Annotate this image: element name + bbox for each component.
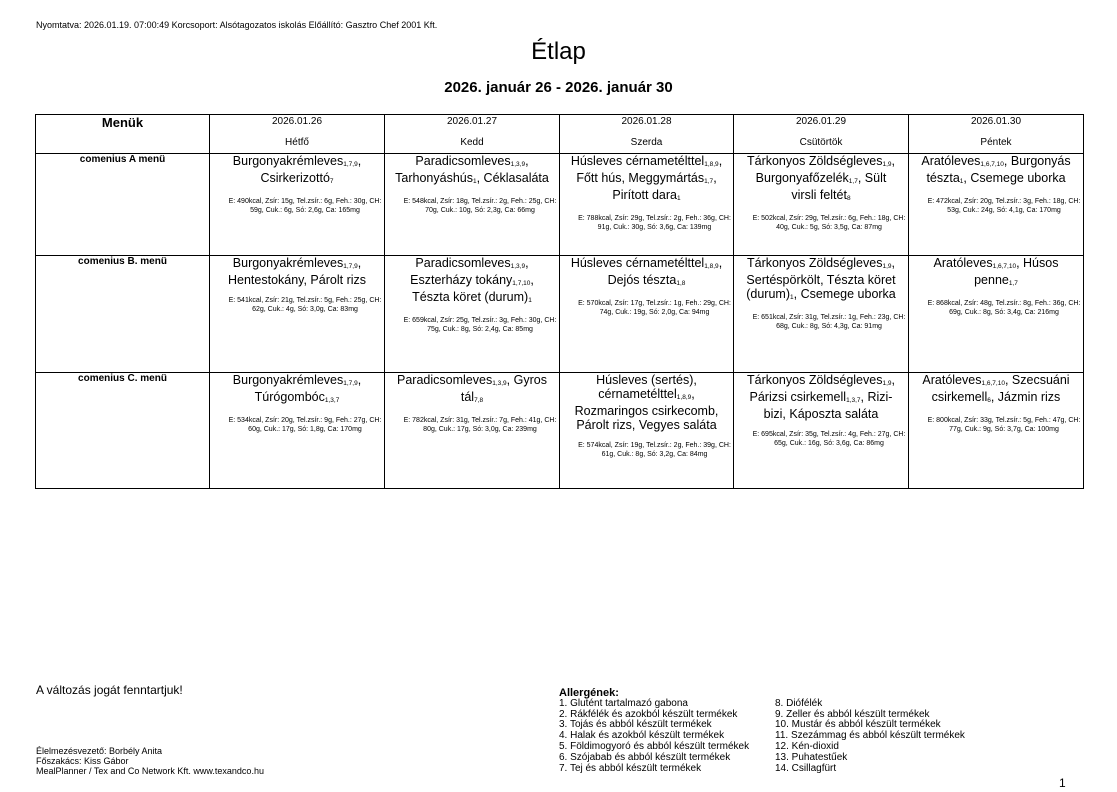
day-header bbox=[210, 115, 385, 154]
day-date: 2026.01.30 bbox=[970, 116, 1022, 127]
dish-list bbox=[385, 256, 559, 307]
table-header-row bbox=[36, 115, 1084, 154]
day-name: Hétfő bbox=[285, 137, 309, 148]
dish-list bbox=[385, 373, 559, 407]
dish-name: , Húsos penne bbox=[974, 256, 1059, 287]
allergen-codes: 1,9 bbox=[882, 161, 892, 168]
date-range: 2026. január 26 - 2026. január 30 bbox=[444, 79, 673, 96]
dish-name: , Csemege uborka bbox=[793, 287, 896, 301]
day-date: 2026.01.28 bbox=[621, 116, 672, 127]
allergen-column-2 bbox=[775, 699, 1015, 775]
allergen-codes: 1,8,9 bbox=[704, 263, 719, 270]
dish-name: Aratóleves bbox=[921, 154, 981, 168]
dish-name: Tárkonyos Zöldségleves bbox=[746, 154, 883, 168]
dish-list bbox=[560, 154, 733, 205]
nutrition-info: E: 570kcal, Zsír: 17g, Tel.zsír.: 1g, Feh.: 29g, CH: 74g, Cuk.: 19g, Só: 2,0g, Ca: 94mg bbox=[578, 300, 731, 316]
staff-line: Főszakács: Kiss Gábor bbox=[36, 756, 129, 766]
dish-name: , Sült virsli feltét bbox=[791, 171, 887, 202]
nutrition-info: E: 490kcal, Zsír: 15g, Tel.zsír.: 6g, Feh.: 30g, CH: 59g, Cuk.: 6g, Só: 2,6g, Ca: 165mg bbox=[228, 198, 382, 214]
allergen-item: 5. Földimogyoró és abból készült termékek bbox=[559, 740, 750, 752]
menu-cell bbox=[560, 256, 734, 373]
table-row bbox=[36, 373, 1084, 489]
print-info: Nyomtatva: 2026.01.19. 07:00:49 Korcsoport: Alsótagozatos iskolás Előállító: Gasztro Chef 2001 Kft. bbox=[36, 20, 438, 30]
menu-cell bbox=[909, 373, 1084, 489]
day-date: 2026.01.29 bbox=[795, 116, 847, 127]
dish-name: , Csirkerizottó bbox=[260, 154, 362, 185]
allergen-item: 8. Diófélék bbox=[775, 697, 823, 709]
day-header bbox=[734, 115, 909, 154]
allergen-codes: 8 bbox=[846, 195, 851, 202]
dish-name: Paradicsomleves bbox=[397, 373, 493, 387]
staff-info bbox=[36, 746, 264, 776]
page-number: 1 bbox=[1059, 776, 1066, 790]
dish-list bbox=[909, 256, 1083, 290]
dish-name: , Gyros tál bbox=[460, 373, 547, 404]
menu-cell bbox=[734, 373, 909, 489]
allergen-item: 1. Glutént tartalmazó gabona bbox=[559, 697, 688, 709]
nutrition-info: E: 651kcal, Zsír: 31g, Tel.zsír.: 1g, Feh.: 23g, CH: 68g, Cuk.: 8g, Só: 4,3g, Ca: 91mg bbox=[752, 314, 906, 330]
dish-name: , Jázmin rizs bbox=[990, 390, 1061, 404]
menu-cell bbox=[734, 154, 909, 256]
allergen-item: 14. Csillagfürt bbox=[775, 762, 837, 774]
allergen-codes: 1,3,7 bbox=[324, 397, 340, 404]
day-name: Szerda bbox=[630, 137, 663, 148]
allergen-item: 9. Zeller és abból készült termékek bbox=[775, 708, 930, 720]
allergen-codes: 1 bbox=[472, 178, 477, 185]
allergen-codes: 7 bbox=[329, 178, 334, 185]
dish-list bbox=[210, 373, 384, 407]
day-header bbox=[560, 115, 734, 154]
dish-name: , Csemege uborka bbox=[963, 171, 1066, 185]
dish-name: Húsleves cérnametélttel bbox=[570, 154, 705, 168]
allergen-codes: 1,7 bbox=[704, 178, 714, 185]
dish-name: Aratóleves bbox=[933, 256, 993, 270]
allergen-item: 3. Tojás és abból készült termékek bbox=[559, 719, 712, 731]
dish-name: , Sertéspörkölt, Tészta köret (durum) bbox=[746, 256, 896, 301]
menu-table bbox=[35, 114, 1084, 489]
changes-notice: A változás jogát fenntartjuk! bbox=[36, 683, 183, 697]
dish-list bbox=[909, 373, 1083, 407]
allergen-codes: 7,8 bbox=[474, 397, 484, 404]
allergen-codes: 1,6,7,10 bbox=[981, 380, 1005, 387]
dish-list bbox=[385, 154, 559, 188]
dish-name: , Tészta köret (durum) bbox=[412, 273, 534, 304]
menu-cell bbox=[909, 154, 1084, 256]
dish-name: , Párizsi csirkemell bbox=[749, 373, 895, 404]
staff-line: MealPlanner / Tex and Co Network Kft. www.texandco.hu bbox=[36, 766, 264, 776]
dish-name: Tárkonyos Zöldségleves bbox=[746, 373, 883, 387]
dish-name: , Eszterházy tokány bbox=[410, 256, 529, 287]
dish-name: , Dejós tészta bbox=[607, 256, 723, 287]
nutrition-info: E: 868kcal, Zsír: 48g, Tel.zsír.: 8g, Feh.: 36g, CH: 69g, Cuk.: 8g, Só: 3,4g, Ca: 216mg bbox=[927, 300, 1081, 316]
dish-list bbox=[734, 256, 908, 304]
allergen-codes: 1 bbox=[677, 195, 681, 202]
allergen-codes: 1,7 bbox=[848, 178, 858, 185]
dish-name: Burgonyakrémleves bbox=[232, 154, 344, 168]
dish-name: Tárkonyos Zöldségleves bbox=[746, 256, 883, 270]
allergen-codes: 1,3,9 bbox=[510, 263, 526, 270]
dish-name: Aratóleves bbox=[922, 373, 982, 387]
dish-name: , Céklasaláta bbox=[476, 171, 549, 185]
dish-name: Paradicsomleves bbox=[415, 256, 511, 270]
nutrition-info: E: 541kcal, Zsír: 21g, Tel.zsír.: 5g, Feh.: 25g, CH: 62g, Cuk.: 4g, Só: 3,0g, Ca: 83mg bbox=[228, 297, 382, 313]
day-name: Csütörtök bbox=[799, 137, 843, 148]
staff-line: Élelmezésvezető: Borbély Anita bbox=[36, 746, 163, 756]
nutrition-info: E: 659kcal, Zsír: 25g, Tel.zsír.: 3g, Feh.: 30g, CH: 75g, Cuk.: 8g, Só: 2,4g, Ca: 85mg bbox=[403, 317, 557, 333]
menu-cell bbox=[210, 256, 385, 373]
dish-name: , Főtt hús, Meggymártás bbox=[576, 154, 723, 185]
allergen-item: 6. Szójabab és abból készült termékek bbox=[559, 751, 731, 763]
day-header bbox=[385, 115, 560, 154]
menu-cell bbox=[385, 154, 560, 256]
nutrition-info: E: 548kcal, Zsír: 18g, Tel.zsír.: 2g, Feh.: 25g, CH: 70g, Cuk.: 10g, Só: 2,3g, Ca: 66mg bbox=[403, 198, 557, 214]
allergen-item: 10. Mustár és abból készült termékek bbox=[775, 719, 941, 731]
day-name: Kedd bbox=[460, 137, 484, 148]
allergen-item: 2. Rákfélék és azokból készült termékek bbox=[559, 708, 738, 720]
page-title: Étlap bbox=[531, 38, 586, 65]
dish-list bbox=[210, 256, 384, 287]
dish-list bbox=[909, 154, 1083, 188]
menu-cell bbox=[385, 256, 560, 373]
allergen-codes: 1,3,9 bbox=[492, 380, 507, 387]
allergen-codes: 1,7,10 bbox=[512, 280, 531, 287]
allergen-legend bbox=[559, 688, 1015, 774]
day-date: 2026.01.27 bbox=[446, 116, 498, 127]
dish-list bbox=[210, 154, 384, 188]
allergen-item: 11. Szezámmag és abból készült termékek bbox=[775, 730, 965, 742]
allergen-codes: 1,9 bbox=[882, 380, 892, 387]
allergen-codes: 1,6,7,10 bbox=[980, 161, 1004, 168]
day-name: Péntek bbox=[980, 137, 1012, 148]
dish-name: , Túrógombóc bbox=[254, 373, 362, 404]
dish-list bbox=[560, 256, 733, 290]
menu-cell bbox=[210, 373, 385, 489]
dish-list bbox=[734, 373, 908, 421]
day-date: 2026.01.26 bbox=[271, 116, 323, 127]
allergen-item: 13. Puhatestűek bbox=[775, 751, 848, 763]
menu-cell bbox=[560, 154, 734, 256]
menu-cell bbox=[909, 256, 1084, 373]
dish-name: Paradicsomleves bbox=[415, 154, 511, 168]
nutrition-info: E: 574kcal, Zsír: 19g, Tel.zsír.: 2g, Feh.: 39g, CH: 61g, Cuk.: 8g, Só: 3,2g, Ca: 84mg bbox=[578, 442, 731, 458]
nutrition-info: E: 472kcal, Zsír: 20g, Tel.zsír.: 3g, Feh.: 18g, CH: 53g, Cuk.: 24g, Só: 4,1g, Ca: 170mg bbox=[927, 198, 1081, 214]
menu-cell bbox=[560, 373, 734, 489]
dish-name: , Burgonyafőzelék bbox=[755, 154, 895, 185]
nutrition-info: E: 788kcal, Zsír: 29g, Tel.zsír.: 2g, Feh.: 36g, CH: 91g, Cuk.: 30g, Só: 3,6g, Ca: 139mg bbox=[578, 215, 731, 231]
allergen-codes: 1,7 bbox=[1008, 280, 1018, 287]
menus-header: Menük bbox=[36, 115, 210, 154]
day-header bbox=[909, 115, 1084, 154]
allergen-column-1 bbox=[559, 699, 775, 775]
allergen-codes: 1 bbox=[959, 178, 964, 185]
nutrition-info: E: 502kcal, Zsír: 29g, Tel.zsír.: 6g, Feh.: 18g, CH: 40g, Cuk.: 5g, Só: 3,5g, Ca: 87mg bbox=[752, 215, 906, 231]
dish-name: , Rozmaringos csirkecomb, Párolt rizs, Vegyes saláta bbox=[574, 387, 719, 432]
allergen-codes: 1,8,9 bbox=[704, 161, 719, 168]
dish-list bbox=[560, 373, 733, 432]
allergen-codes: 1,3,9 bbox=[510, 161, 526, 168]
allergen-item: 12. Kén-dioxid bbox=[775, 740, 839, 752]
dish-name: , Rizi-bizi, Káposzta saláta bbox=[763, 390, 893, 421]
allergen-codes: 1,9 bbox=[882, 263, 892, 270]
allergen-codes: 1 bbox=[790, 294, 794, 301]
dish-name: Húsleves (sertés), cérnametélttel bbox=[596, 373, 697, 401]
menu-cell bbox=[734, 256, 909, 373]
table-row bbox=[36, 154, 1084, 256]
allergen-codes: 1,7,9 bbox=[343, 161, 358, 168]
dish-name: , Szecsuáni csirkemell bbox=[931, 373, 1070, 404]
dish-name: Burgonyakrémleves bbox=[232, 373, 344, 387]
dish-name: , Burgonyás tészta bbox=[926, 154, 1071, 185]
menu-name: comenius C. menü bbox=[36, 373, 210, 489]
dish-name: , Tarhonyáshús bbox=[395, 154, 529, 185]
menu-cell bbox=[210, 154, 385, 256]
menu-name: comenius B. menü bbox=[36, 256, 210, 373]
dish-name: , Pirított dara bbox=[612, 171, 717, 202]
nutrition-info: E: 695kcal, Zsír: 35g, Tel.zsír.: 4g, Feh.: 27g, CH: 65g, Cuk.: 16g, Só: 3,6g, Ca: 86mg bbox=[752, 431, 906, 447]
dish-name: Húsleves cérnametélttel bbox=[570, 256, 705, 270]
allergen-codes: 1,6,7,10 bbox=[992, 263, 1017, 270]
allergen-codes: 1,7,9 bbox=[343, 263, 358, 270]
allergen-codes: 1,8 bbox=[676, 280, 686, 287]
nutrition-info: E: 782kcal, Zsír: 31g, Tel.zsír.: 7g, Feh.: 41g, CH: 80g, Cuk.: 17g, Só: 3,0g, Ca: 239mg bbox=[403, 417, 557, 433]
allergen-codes: 1,3,7 bbox=[846, 397, 861, 404]
allergen-item: 4. Halak és azokból készült termékek bbox=[559, 730, 725, 742]
dish-list bbox=[734, 154, 908, 205]
menu-cell bbox=[385, 373, 560, 489]
menu-name: comenius A menü bbox=[36, 154, 210, 256]
nutrition-info: E: 534kcal, Zsír: 20g, Tel.zsír.: 9g, Feh.: 27g, CH: 60g, Cuk.: 17g, Só: 1,8g, Ca: 170mg bbox=[228, 417, 382, 433]
nutrition-info: E: 800kcal, Zsír: 33g, Tel.zsír.: 5g, Feh.: 47g, CH: 77g, Cuk.: 9g, Só: 3,7g, Ca: 100mg bbox=[927, 417, 1081, 433]
allergen-title: Allergének: bbox=[559, 687, 619, 699]
allergen-codes: 6 bbox=[987, 397, 991, 404]
dish-name: , Hentestokány, Párolt rizs bbox=[227, 256, 367, 287]
table-row bbox=[36, 256, 1084, 373]
allergen-codes: 1,8,9 bbox=[676, 394, 692, 401]
allergen-codes: 1 bbox=[528, 297, 532, 304]
dish-name: Burgonyakrémleves bbox=[232, 256, 344, 270]
allergen-codes: 1,7,9 bbox=[343, 380, 358, 387]
allergen-item: 7. Tej és abból készült termékek bbox=[559, 762, 702, 774]
